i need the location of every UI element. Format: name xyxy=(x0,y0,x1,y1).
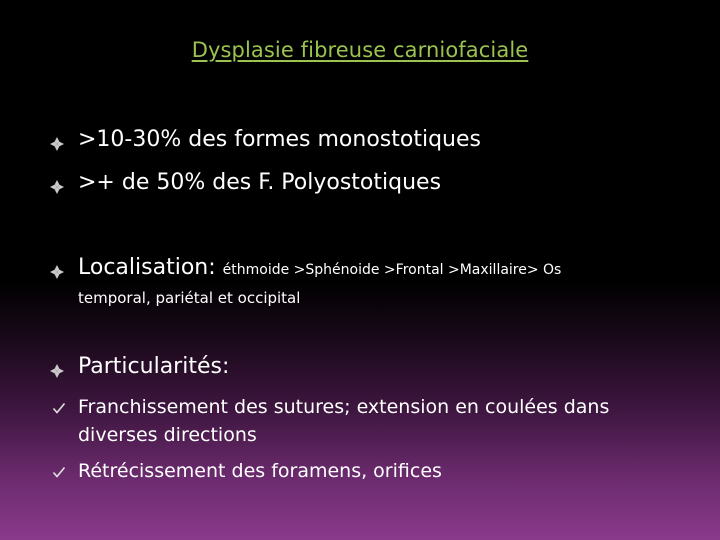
check-item-foramens: Rétrécissement des foramens, orifices xyxy=(78,460,442,482)
diamond-bullet-icon xyxy=(50,364,64,378)
bullet-text-monostotic: >10-30% des formes monostotiques xyxy=(78,127,481,152)
localisation-label: Localisation: xyxy=(78,255,216,280)
check-item-sutures-line2: diverses directions xyxy=(78,424,257,446)
localisation-continuation: temporal, pariétal et occipital xyxy=(78,289,301,307)
diamond-bullet-icon xyxy=(50,180,64,194)
diamond-bullet-icon xyxy=(50,137,64,151)
diamond-bullet-icon xyxy=(50,265,64,279)
localisation-detail: éthmoide >Sphénoide >Frontal >Maxillaire> Os xyxy=(222,262,562,278)
check-item-sutures xyxy=(78,393,609,449)
check-item-sutures-line1: Franchissement des sutures; extension en coulées dans xyxy=(78,396,610,418)
bullet-localisation xyxy=(78,255,561,280)
checkmark-icon xyxy=(52,401,66,415)
checkmark-icon xyxy=(52,465,66,479)
bullet-text-polyostotic: >+ de 50% des F. Polyostotiques xyxy=(78,170,442,195)
bullet-particularites: Particularités: xyxy=(78,354,230,379)
slide-title: Dysplasie fibreuse carniofaciale xyxy=(191,38,529,62)
